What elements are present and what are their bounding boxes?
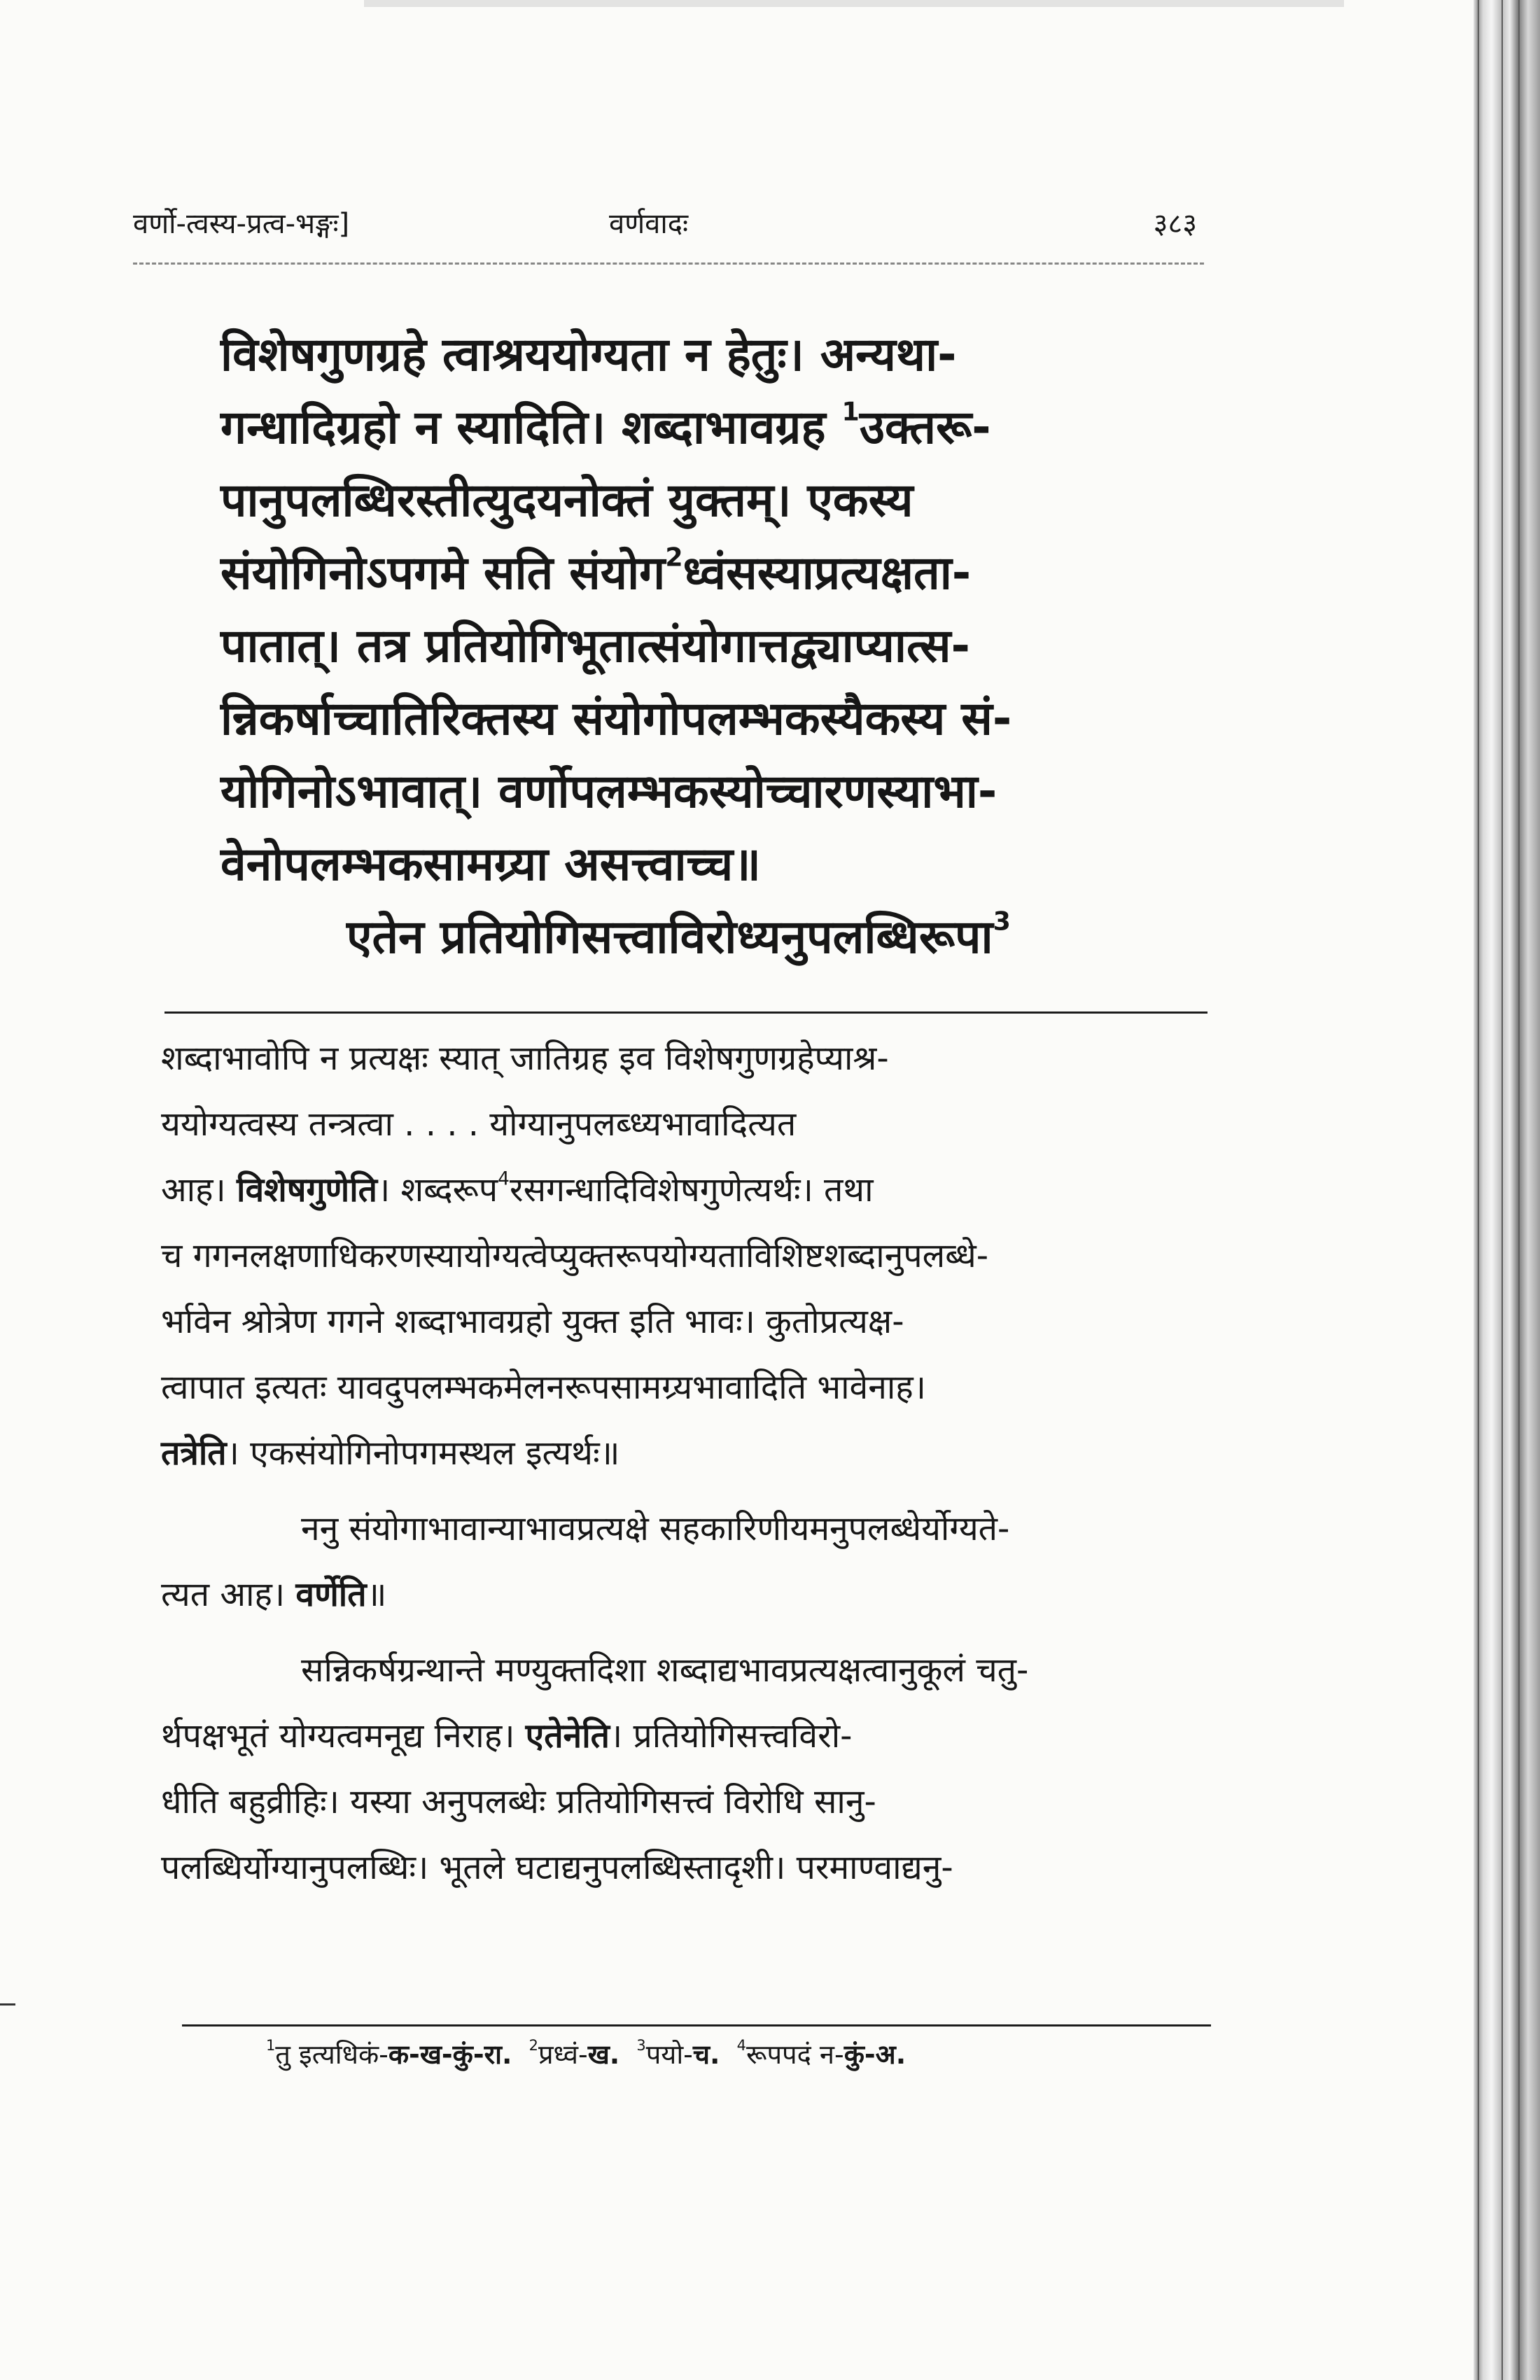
footnote-sigla: च. <box>692 2039 720 2070</box>
commentary-line: ययोग्यत्वस्य तन्त्रत्वा . . . . योग्यानुपलब्ध्यभावादित्यत <box>161 1105 797 1144</box>
commentary-line: त्वापात इत्यतः यावदुपलम्भकमेलनरूपसामग्र्यभावादिति भावेनाह। <box>161 1368 926 1407</box>
edge-line <box>1502 0 1503 2380</box>
commentary-part: । प्रतियोगिसत्त्वविरो- <box>610 1716 853 1756</box>
header-chapter-title: वर्णवादः <box>609 208 689 240</box>
commentary-part: त्यत आह। <box>161 1575 286 1614</box>
footnote-number: 1 <box>266 2037 276 2054</box>
commentary-part: । एकसंयोगिनोपगमस्थल इत्यर्थः॥ <box>226 1434 620 1473</box>
footnote-mark: 4 <box>498 1168 510 1190</box>
commentary-line <box>161 1420 1218 1486</box>
footnote-mark: 3 <box>993 906 1011 937</box>
commentary-line <box>161 1562 1218 1628</box>
main-line: विशेषगुणग्रहे त्वाश्रययोग्यता न हेतुः। अन्यथा- <box>220 328 957 382</box>
commentary-part: । शब्दरूप <box>377 1170 498 1210</box>
footnote-sigla: कुं-अ. <box>844 2039 906 2070</box>
footnote-number: 3 <box>636 2037 646 2054</box>
main-line: योगिनोऽभावात्। वर्णोपलम्भकस्योच्चारणस्याभा- <box>220 764 997 818</box>
footnote-sigla: क-ख-कुं-रा. <box>388 2039 512 2070</box>
commentary-line: धीति बहुव्रीहिः। यस्या अनुपलब्धेः प्रतियोगिसत्त्वं विरोधि सानु- <box>161 1782 876 1821</box>
main-line-part: ध्वंसस्याप्रत्यक्षता- <box>682 546 972 600</box>
main-line <box>220 537 1138 610</box>
footnote-mark: 1 <box>841 396 860 427</box>
footnote-mark: 2 <box>665 542 683 573</box>
main-line <box>220 391 1138 464</box>
commentary-part: र्थपक्षभूतं योग्यत्वमनूद्य निराह। <box>161 1716 515 1756</box>
scan-top-shadow <box>364 0 1344 7</box>
main-line <box>220 901 1138 974</box>
commentary-text <box>161 1026 1218 1900</box>
main-line-part: गन्धादिग्रहो न स्यादिति। शब्दाभावग्रह <box>220 400 826 454</box>
main-line: न्निकर्षाच्चातिरिक्तस्य संयोगोपलम्भकस्यैकस्य सं- <box>220 692 1012 746</box>
commentary-keyword: एतेनेति <box>525 1716 610 1756</box>
commentary-line: ननु संयोगाभावान्याभावप्रत्यक्षे सहकारिणीयमनुपलब्धेर्योग्यते- <box>301 1509 1010 1548</box>
commentary-line: र्भावेन श्रोत्रेण गगने शब्दाभावग्रहो युक्त इति भावः। कुतोप्रत्यक्ष- <box>161 1302 904 1341</box>
main-line-part: संयोगिनोऽपगमे सति संयोग <box>220 546 666 600</box>
main-line: पातात्। तत्र प्रतियोगिभूतात्संयोगात्तद्व्याप्यात्स- <box>220 619 970 673</box>
text-commentary-divider <box>164 1011 1208 1014</box>
running-header <box>133 203 1197 252</box>
edge-line <box>1478 0 1479 2380</box>
commentary-line <box>161 1703 1218 1769</box>
commentary-part: आह। <box>161 1170 226 1210</box>
footnote-rule <box>182 2024 1211 2026</box>
main-line-part: उक्तरू- <box>859 400 991 454</box>
footnote-text: रूपपदं न- <box>746 2039 844 2070</box>
commentary-line: च गगनलक्षणाधिकरणस्यायोग्यत्वेप्युक्तरूपयोग्यताविशिष्टशब्दानुपलब्धे- <box>161 1236 989 1275</box>
commentary-line: सन्निकर्षग्रन्थान्ते मण्युक्तदिशा शब्दाद्यभावप्रत्यक्षत्वानुकूलं चतु- <box>301 1651 1029 1690</box>
main-line: वेनोपलम्भकसामग्र्या असत्त्वाच्च॥ <box>220 837 761 891</box>
footnote-number: 4 <box>736 2037 746 2054</box>
margin-mark <box>0 2003 15 2005</box>
footnote-number: 2 <box>528 2037 538 2054</box>
footnote-sigla: ख. <box>587 2039 620 2070</box>
header-section-title: वर्णो-त्वस्य-प्रत्व-भङ्गः] <box>133 208 350 240</box>
footnote-text: पयो- <box>645 2039 693 2070</box>
commentary-keyword: वर्णेति <box>295 1575 367 1614</box>
footnote-text: प्रध्वं- <box>538 2039 588 2070</box>
header-rule <box>133 262 1204 265</box>
main-line: पानुपलब्धिरस्तीत्युदयनोक्तं युक्तम्। एकस्य <box>220 473 913 527</box>
commentary-part: ॥ <box>366 1575 387 1614</box>
book-binding-edge <box>1474 0 1540 2380</box>
commentary-line: पलब्धिर्योग्यानुपलब्धिः। भूतले घटाद्यनुपलब्धिस्तादृशी। परमाण्वाद्यनु- <box>161 1848 953 1887</box>
commentary-keyword: तत्रेति <box>161 1434 227 1473</box>
footnote-text: तु इत्यधिकं- <box>275 2039 388 2070</box>
page-number: ३८३ <box>1153 208 1197 240</box>
edge-line <box>1518 0 1520 2380</box>
commentary-keyword: विशेषगुणेति <box>237 1170 378 1210</box>
footnotes <box>266 2033 1246 2076</box>
main-text <box>220 318 1138 974</box>
commentary-line <box>161 1157 1218 1223</box>
main-line-part: एतेन प्रतियोगिसत्त्वाविरोध्यनुपलब्धिरूपा <box>346 910 993 964</box>
commentary-part: रसगन्धादिविशेषगुणेत्यर्थः। तथा <box>509 1170 874 1210</box>
commentary-line: शब्दाभावोपि न प्रत्यक्षः स्यात् जातिग्रह इव विशेषगुणग्रहेप्याश्र- <box>161 1039 889 1078</box>
